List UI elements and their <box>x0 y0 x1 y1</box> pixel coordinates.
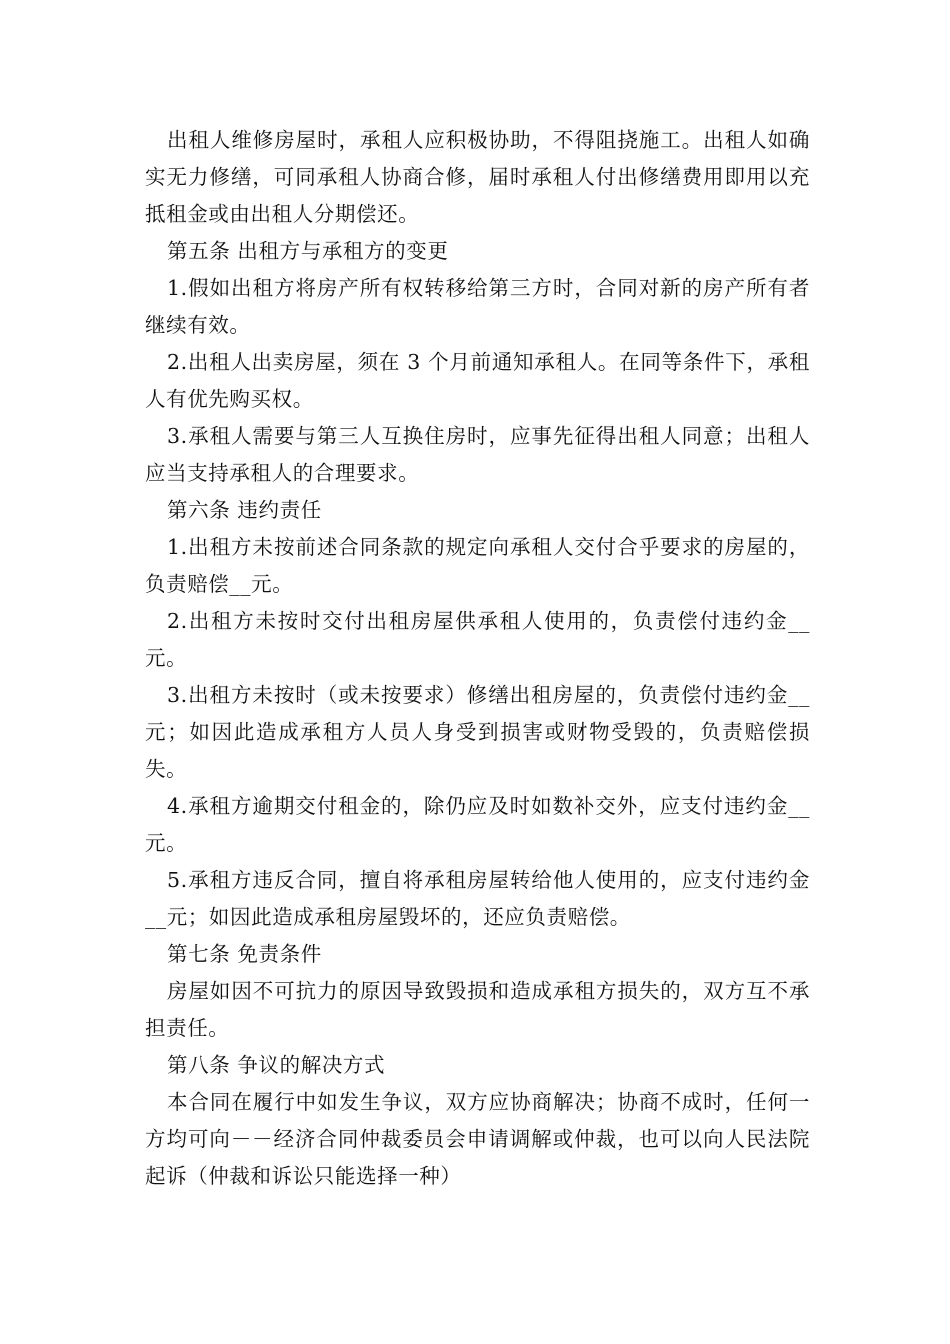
article-8-text: 本合同在履行中如发生争议，双方应协商解决；协商不成时，任何一方均可向－－经济合同仲裁委员会申请调解或仲裁，也可以向人民法院起诉（仲裁和诉讼只能选择一种） <box>145 1090 810 1188</box>
document-body <box>145 122 810 1195</box>
article-7-text: 房屋如因不可抗力的原因导致毁损和造成承租方损失的，双方互不承担责任。 <box>145 979 810 1040</box>
article-5-item-1: 1.假如出租方将房产所有权转移给第三方时，合同对新的房产所有者继续有效。 <box>145 276 810 337</box>
article-6-heading: 第六条 违约责任 <box>167 498 322 522</box>
paragraph-repair-cooperation: 出租人维修房屋时，承租人应积极协助，不得阻挠施工。出租人如确实无力修缮，可同承租人协商合修，届时承租人付出修缮费用即用以充抵租金或由出租人分期偿还。 <box>145 128 810 226</box>
article-6-item-1: 1.出租方未按前述合同条款的规定向承租人交付合乎要求的房屋的，负责赔偿__元。 <box>145 535 810 596</box>
article-5-item-3: 3.承租人需要与第三人互换住房时，应事先征得出租人同意；出租人应当支持承租人的合理要求。 <box>145 424 810 485</box>
article-6-item-5: 5.承租方违反合同，擅自将承租房屋转给他人使用的，应支付违约金__元；如因此造成承租房屋毁坏的，还应负责赔偿。 <box>145 868 810 929</box>
article-6-item-2: 2.出租方未按时交付出租房屋供承租人使用的，负责偿付违约金__元。 <box>145 609 810 670</box>
article-5-heading: 第五条 出租方与承租方的变更 <box>167 239 449 263</box>
article-8-heading: 第八条 争议的解决方式 <box>167 1053 386 1077</box>
article-6-item-4: 4.承租方逾期交付租金的，除仍应及时如数补交外，应支付违约金__元。 <box>145 794 810 855</box>
article-6-item-3: 3.出租方未按时（或未按要求）修缮出租房屋的，负责偿付违约金__元；如因此造成承租方人员人身受到损害或财物受毁的，负责赔偿损失。 <box>145 683 810 781</box>
article-7-heading: 第七条 免责条件 <box>167 942 322 966</box>
article-5-item-2: 2.出租人出卖房屋，须在 3 个月前通知承租人。在同等条件下，承租人有优先购买权。 <box>145 350 810 411</box>
